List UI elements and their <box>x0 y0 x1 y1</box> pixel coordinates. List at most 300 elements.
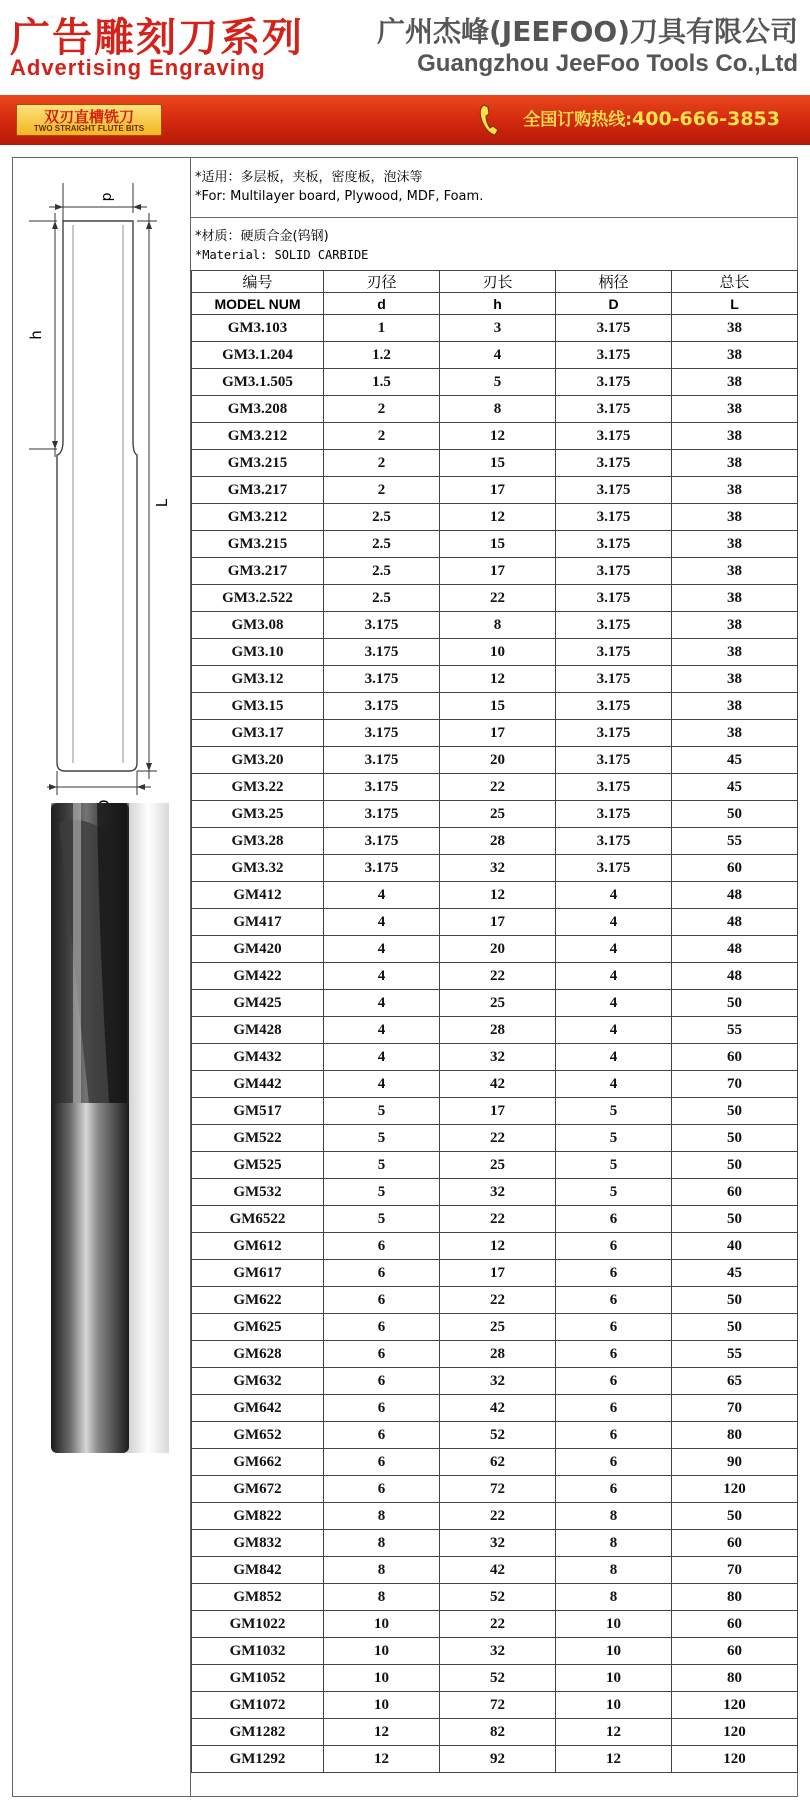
cell-model-num: GM3.28 <box>192 828 324 855</box>
table-row <box>192 1071 798 1098</box>
cell-model-num: GM432 <box>192 1044 324 1071</box>
cell-cutting-diameter: 2 <box>324 423 440 450</box>
cell-model-num: GM832 <box>192 1530 324 1557</box>
table-row <box>192 1314 798 1341</box>
cell-overall-length: 45 <box>672 774 798 801</box>
col-header-d-en: d <box>324 293 440 315</box>
cell-cutting-length: 72 <box>440 1476 556 1503</box>
cell-cutting-length: 92 <box>440 1746 556 1773</box>
cell-shank-diameter: 10 <box>556 1692 672 1719</box>
table-row <box>192 1233 798 1260</box>
cell-shank-diameter: 3.175 <box>556 396 672 423</box>
cell-cutting-length: 12 <box>440 666 556 693</box>
cell-model-num: GM622 <box>192 1287 324 1314</box>
cell-shank-diameter: 3.175 <box>556 531 672 558</box>
material-cn: *材质：硬质合金(钨钢) <box>195 229 329 244</box>
cell-shank-diameter: 6 <box>556 1287 672 1314</box>
col-header-model-en: MODEL NUM <box>192 293 324 315</box>
cell-model-num: GM642 <box>192 1395 324 1422</box>
cell-model-num: GM3.1.204 <box>192 342 324 369</box>
cell-shank-diameter: 12 <box>556 1719 672 1746</box>
cell-cutting-length: 12 <box>440 504 556 531</box>
cell-overall-length: 60 <box>672 1044 798 1071</box>
cell-overall-length: 38 <box>672 558 798 585</box>
table-row <box>192 1638 798 1665</box>
cell-cutting-diameter: 3.175 <box>324 801 440 828</box>
cell-cutting-diameter: 6 <box>324 1476 440 1503</box>
cell-shank-diameter: 3.175 <box>556 828 672 855</box>
cell-cutting-length: 8 <box>440 612 556 639</box>
cell-shank-diameter: 10 <box>556 1665 672 1692</box>
cell-model-num: GM822 <box>192 1503 324 1530</box>
cell-model-num: GM6522 <box>192 1206 324 1233</box>
cell-cutting-diameter: 1.5 <box>324 369 440 396</box>
cell-overall-length: 50 <box>672 1152 798 1179</box>
product-banner <box>0 95 810 145</box>
cell-overall-length: 50 <box>672 1206 798 1233</box>
cell-cutting-length: 22 <box>440 1611 556 1638</box>
col-header-model-cn: 编号 <box>192 271 324 293</box>
table-row <box>192 558 798 585</box>
illustration-column <box>13 158 191 1796</box>
cell-model-num: GM852 <box>192 1584 324 1611</box>
cell-cutting-length: 22 <box>440 585 556 612</box>
col-header-h-cn: 刃长 <box>440 271 556 293</box>
cell-cutting-length: 12 <box>440 882 556 909</box>
dim-label-L: L <box>153 498 171 508</box>
cell-cutting-length: 17 <box>440 1260 556 1287</box>
cell-cutting-length: 42 <box>440 1071 556 1098</box>
cell-model-num: GM3.208 <box>192 396 324 423</box>
company-name-cn: 广州杰峰(JEEFOO)刀具有限公司 <box>377 15 798 48</box>
table-row <box>192 693 798 720</box>
page-header <box>0 0 810 95</box>
cell-cutting-diameter: 2.5 <box>324 531 440 558</box>
cell-cutting-length: 22 <box>440 774 556 801</box>
cell-overall-length: 80 <box>672 1584 798 1611</box>
cell-cutting-length: 3 <box>440 315 556 342</box>
cell-overall-length: 50 <box>672 1503 798 1530</box>
cell-shank-diameter: 3.175 <box>556 774 672 801</box>
cell-model-num: GM412 <box>192 882 324 909</box>
cell-overall-length: 60 <box>672 1638 798 1665</box>
cell-cutting-length: 72 <box>440 1692 556 1719</box>
cell-shank-diameter: 5 <box>556 1179 672 1206</box>
cell-shank-diameter: 4 <box>556 936 672 963</box>
cell-shank-diameter: 6 <box>556 1476 672 1503</box>
cell-overall-length: 38 <box>672 531 798 558</box>
cell-cutting-diameter: 3.175 <box>324 828 440 855</box>
cell-overall-length: 70 <box>672 1395 798 1422</box>
cell-shank-diameter: 3.175 <box>556 558 672 585</box>
cell-model-num: GM420 <box>192 936 324 963</box>
cell-overall-length: 38 <box>672 504 798 531</box>
cell-cutting-diameter: 6 <box>324 1287 440 1314</box>
cell-shank-diameter: 6 <box>556 1233 672 1260</box>
cell-cutting-length: 17 <box>440 1098 556 1125</box>
table-row <box>192 1017 798 1044</box>
cell-cutting-length: 4 <box>440 342 556 369</box>
cell-cutting-diameter: 1 <box>324 315 440 342</box>
cell-shank-diameter: 4 <box>556 1071 672 1098</box>
cell-model-num: GM442 <box>192 1071 324 1098</box>
cell-model-num: GM617 <box>192 1260 324 1287</box>
col-header-shank-cn: 柄径 <box>556 271 672 293</box>
table-row <box>192 1584 798 1611</box>
cell-overall-length: 38 <box>672 369 798 396</box>
cell-shank-diameter: 3.175 <box>556 612 672 639</box>
cell-overall-length: 50 <box>672 990 798 1017</box>
cell-model-num: GM628 <box>192 1341 324 1368</box>
cell-shank-diameter: 10 <box>556 1611 672 1638</box>
cell-cutting-length: 12 <box>440 423 556 450</box>
company-name-en: Guangzhou JeeFoo Tools Co.,Ltd <box>417 50 798 77</box>
cell-shank-diameter: 12 <box>556 1746 672 1773</box>
col-header-h-en: h <box>440 293 556 315</box>
table-row <box>192 1260 798 1287</box>
cell-cutting-diameter: 5 <box>324 1098 440 1125</box>
cell-model-num: GM3.215 <box>192 450 324 477</box>
cell-cutting-diameter: 3.175 <box>324 720 440 747</box>
cell-cutting-diameter: 4 <box>324 1017 440 1044</box>
table-row <box>192 1098 798 1125</box>
cell-cutting-diameter: 10 <box>324 1611 440 1638</box>
cell-model-num: GM428 <box>192 1017 324 1044</box>
table-row <box>192 963 798 990</box>
cell-shank-diameter: 6 <box>556 1449 672 1476</box>
cell-overall-length: 120 <box>672 1746 798 1773</box>
cell-overall-length: 60 <box>672 1611 798 1638</box>
cell-overall-length: 45 <box>672 1260 798 1287</box>
cell-overall-length: 48 <box>672 909 798 936</box>
cell-shank-diameter: 6 <box>556 1422 672 1449</box>
cell-cutting-diameter: 6 <box>324 1341 440 1368</box>
cell-cutting-diameter: 2 <box>324 450 440 477</box>
table-row <box>192 1152 798 1179</box>
cell-cutting-length: 15 <box>440 693 556 720</box>
cell-model-num: GM842 <box>192 1557 324 1584</box>
cell-shank-diameter: 4 <box>556 882 672 909</box>
cell-overall-length: 38 <box>672 666 798 693</box>
cell-cutting-length: 22 <box>440 1287 556 1314</box>
table-row <box>192 504 798 531</box>
cell-model-num: GM422 <box>192 963 324 990</box>
cell-cutting-diameter: 6 <box>324 1368 440 1395</box>
cell-overall-length: 70 <box>672 1071 798 1098</box>
material-en: *Material: SOLID CARBIDE <box>195 248 369 262</box>
product-series-badge <box>16 104 162 136</box>
cell-cutting-diameter: 12 <box>324 1746 440 1773</box>
cell-model-num: GM1072 <box>192 1692 324 1719</box>
cell-shank-diameter: 4 <box>556 963 672 990</box>
cell-cutting-diameter: 8 <box>324 1557 440 1584</box>
table-row <box>192 828 798 855</box>
cell-model-num: GM1022 <box>192 1611 324 1638</box>
cell-overall-length: 40 <box>672 1233 798 1260</box>
cell-shank-diameter: 8 <box>556 1503 672 1530</box>
table-row <box>192 1395 798 1422</box>
cell-model-num: GM3.20 <box>192 747 324 774</box>
cell-shank-diameter: 3.175 <box>556 855 672 882</box>
cell-shank-diameter: 4 <box>556 1017 672 1044</box>
cell-cutting-length: 25 <box>440 990 556 1017</box>
spec-table <box>191 270 798 1773</box>
cell-cutting-length: 82 <box>440 1719 556 1746</box>
table-row <box>192 1503 798 1530</box>
cell-shank-diameter: 3.175 <box>556 315 672 342</box>
cell-shank-diameter: 8 <box>556 1557 672 1584</box>
cell-shank-diameter: 4 <box>556 990 672 1017</box>
cell-overall-length: 38 <box>672 315 798 342</box>
cell-model-num: GM3.212 <box>192 423 324 450</box>
cell-cutting-diameter: 2.5 <box>324 585 440 612</box>
cell-cutting-diameter: 3.175 <box>324 639 440 666</box>
cell-shank-diameter: 3.175 <box>556 801 672 828</box>
cell-model-num: GM3.212 <box>192 504 324 531</box>
cell-model-num: GM3.1.505 <box>192 369 324 396</box>
cell-shank-diameter: 3.175 <box>556 693 672 720</box>
cell-overall-length: 80 <box>672 1422 798 1449</box>
series-title-en: Advertising Engraving <box>10 55 266 80</box>
cell-cutting-diameter: 2 <box>324 477 440 504</box>
table-row <box>192 1422 798 1449</box>
order-hotline <box>523 105 780 130</box>
cell-cutting-diameter: 8 <box>324 1503 440 1530</box>
application-info <box>191 158 797 218</box>
table-row <box>192 531 798 558</box>
cell-shank-diameter: 3.175 <box>556 369 672 396</box>
cell-cutting-diameter: 6 <box>324 1395 440 1422</box>
table-row <box>192 1530 798 1557</box>
cell-overall-length: 38 <box>672 585 798 612</box>
table-row <box>192 315 798 342</box>
cell-model-num: GM662 <box>192 1449 324 1476</box>
cell-model-num: GM1282 <box>192 1719 324 1746</box>
cell-cutting-length: 22 <box>440 1503 556 1530</box>
cell-cutting-length: 8 <box>440 396 556 423</box>
cell-cutting-length: 17 <box>440 909 556 936</box>
cell-model-num: GM612 <box>192 1233 324 1260</box>
cell-overall-length: 38 <box>672 396 798 423</box>
cell-model-num: GM672 <box>192 1476 324 1503</box>
cell-cutting-diameter: 3.175 <box>324 747 440 774</box>
cell-cutting-length: 32 <box>440 1530 556 1557</box>
table-row <box>192 666 798 693</box>
cell-model-num: GM517 <box>192 1098 324 1125</box>
cell-shank-diameter: 6 <box>556 1260 672 1287</box>
cell-cutting-diameter: 4 <box>324 990 440 1017</box>
cell-shank-diameter: 3.175 <box>556 342 672 369</box>
cell-overall-length: 70 <box>672 1557 798 1584</box>
phone-icon <box>478 103 502 137</box>
col-header-length-cn: 总长 <box>672 271 798 293</box>
series-title-cn: 广告雕刻刀系列 <box>10 15 304 61</box>
cell-cutting-length: 52 <box>440 1422 556 1449</box>
cell-shank-diameter: 10 <box>556 1638 672 1665</box>
cell-overall-length: 38 <box>672 423 798 450</box>
cell-model-num: GM1032 <box>192 1638 324 1665</box>
cell-overall-length: 38 <box>672 477 798 504</box>
cell-cutting-length: 17 <box>440 720 556 747</box>
cell-cutting-diameter: 3.175 <box>324 855 440 882</box>
table-header-cn <box>192 271 798 293</box>
cell-cutting-length: 32 <box>440 855 556 882</box>
cell-overall-length: 50 <box>672 1287 798 1314</box>
cell-cutting-length: 42 <box>440 1395 556 1422</box>
table-row <box>192 747 798 774</box>
table-row <box>192 1476 798 1503</box>
cell-model-num: GM3.215 <box>192 531 324 558</box>
cell-overall-length: 120 <box>672 1692 798 1719</box>
table-row <box>192 909 798 936</box>
product-series-en: TWO STRAIGHT FLUTE BITS <box>33 124 145 133</box>
col-header-d-cn: 刃径 <box>324 271 440 293</box>
cell-shank-diameter: 6 <box>556 1395 672 1422</box>
cell-model-num: GM625 <box>192 1314 324 1341</box>
cell-cutting-diameter: 5 <box>324 1125 440 1152</box>
table-row <box>192 1368 798 1395</box>
cell-overall-length: 60 <box>672 855 798 882</box>
cell-cutting-length: 22 <box>440 1206 556 1233</box>
cell-shank-diameter: 5 <box>556 1125 672 1152</box>
cell-overall-length: 38 <box>672 720 798 747</box>
cell-cutting-length: 12 <box>440 1233 556 1260</box>
application-cn: *适用：多层板，夹板，密度板，泡沫等 <box>195 170 423 185</box>
cell-model-num: GM3.25 <box>192 801 324 828</box>
cell-overall-length: 48 <box>672 936 798 963</box>
cell-overall-length: 90 <box>672 1449 798 1476</box>
cell-shank-diameter: 3.175 <box>556 450 672 477</box>
cell-shank-diameter: 3.175 <box>556 666 672 693</box>
table-row <box>192 369 798 396</box>
table-row <box>192 1206 798 1233</box>
cell-model-num: GM632 <box>192 1368 324 1395</box>
table-row <box>192 1611 798 1638</box>
cell-model-num: GM3.103 <box>192 315 324 342</box>
cell-cutting-length: 32 <box>440 1044 556 1071</box>
cell-overall-length: 55 <box>672 828 798 855</box>
cell-overall-length: 38 <box>672 693 798 720</box>
cell-cutting-diameter: 3.175 <box>324 693 440 720</box>
cell-cutting-length: 62 <box>440 1449 556 1476</box>
table-row <box>192 1287 798 1314</box>
cell-overall-length: 50 <box>672 1314 798 1341</box>
cell-model-num: GM652 <box>192 1422 324 1449</box>
cell-cutting-diameter: 1.2 <box>324 342 440 369</box>
table-header-en <box>192 293 798 315</box>
table-row <box>192 720 798 747</box>
cell-overall-length: 120 <box>672 1719 798 1746</box>
cell-cutting-length: 25 <box>440 1152 556 1179</box>
table-row <box>192 396 798 423</box>
cell-shank-diameter: 5 <box>556 1152 672 1179</box>
col-header-length-en: L <box>672 293 798 315</box>
cell-shank-diameter: 3.175 <box>556 585 672 612</box>
cell-cutting-diameter: 4 <box>324 909 440 936</box>
cell-cutting-diameter: 2.5 <box>324 558 440 585</box>
cell-model-num: GM417 <box>192 909 324 936</box>
cell-cutting-length: 22 <box>440 963 556 990</box>
table-row <box>192 774 798 801</box>
cell-shank-diameter: 3.175 <box>556 423 672 450</box>
application-en: *For: Multilayer board, Plywood, MDF, Foam. <box>195 189 484 204</box>
cell-cutting-diameter: 5 <box>324 1152 440 1179</box>
cell-shank-diameter: 4 <box>556 1044 672 1071</box>
cell-model-num: GM522 <box>192 1125 324 1152</box>
cell-cutting-diameter: 8 <box>324 1530 440 1557</box>
cell-overall-length: 48 <box>672 882 798 909</box>
cell-overall-length: 55 <box>672 1341 798 1368</box>
cell-cutting-length: 28 <box>440 1017 556 1044</box>
cell-cutting-length: 22 <box>440 1125 556 1152</box>
cell-overall-length: 60 <box>672 1530 798 1557</box>
cell-model-num: GM525 <box>192 1152 324 1179</box>
cell-cutting-diameter: 3.175 <box>324 612 440 639</box>
cell-overall-length: 55 <box>672 1017 798 1044</box>
table-row <box>192 423 798 450</box>
cell-overall-length: 50 <box>672 1125 798 1152</box>
table-row <box>192 1665 798 1692</box>
cell-model-num: GM3.22 <box>192 774 324 801</box>
cell-model-num: GM3.08 <box>192 612 324 639</box>
cell-overall-length: 45 <box>672 747 798 774</box>
cell-cutting-diameter: 4 <box>324 882 440 909</box>
cell-cutting-length: 52 <box>440 1665 556 1692</box>
table-row <box>192 1179 798 1206</box>
cell-cutting-diameter: 4 <box>324 1044 440 1071</box>
cell-cutting-length: 17 <box>440 558 556 585</box>
table-row <box>192 1341 798 1368</box>
cell-cutting-diameter: 2.5 <box>324 504 440 531</box>
cell-model-num: GM532 <box>192 1179 324 1206</box>
cell-cutting-length: 32 <box>440 1638 556 1665</box>
dim-label-d: d <box>99 192 115 202</box>
product-series-cn: 双刃直槽铣刀 <box>43 108 134 126</box>
hotline-label: 全国订购热线: <box>523 110 633 130</box>
cell-cutting-diameter: 4 <box>324 963 440 990</box>
cell-cutting-diameter: 8 <box>324 1584 440 1611</box>
cell-shank-diameter: 8 <box>556 1584 672 1611</box>
cell-cutting-length: 20 <box>440 747 556 774</box>
cell-cutting-diameter: 6 <box>324 1422 440 1449</box>
cell-model-num: GM3.15 <box>192 693 324 720</box>
spec-column <box>191 158 797 1796</box>
table-row <box>192 1557 798 1584</box>
cell-cutting-diameter: 10 <box>324 1692 440 1719</box>
dim-label-h: h <box>27 330 45 340</box>
cell-cutting-diameter: 5 <box>324 1179 440 1206</box>
cell-overall-length: 60 <box>672 1179 798 1206</box>
table-row <box>192 1692 798 1719</box>
cell-shank-diameter: 5 <box>556 1098 672 1125</box>
cell-cutting-length: 28 <box>440 1341 556 1368</box>
cell-cutting-diameter: 10 <box>324 1638 440 1665</box>
cell-cutting-diameter: 10 <box>324 1665 440 1692</box>
cell-model-num: GM3.2.522 <box>192 585 324 612</box>
cell-model-num: GM3.217 <box>192 558 324 585</box>
cell-cutting-diameter: 4 <box>324 936 440 963</box>
table-row <box>192 1746 798 1773</box>
cell-cutting-diameter: 3.175 <box>324 666 440 693</box>
spec-table-body <box>192 315 798 1773</box>
table-row <box>192 1044 798 1071</box>
cell-cutting-length: 28 <box>440 828 556 855</box>
cell-model-num: GM3.12 <box>192 666 324 693</box>
table-row <box>192 1449 798 1476</box>
table-row <box>192 882 798 909</box>
cell-shank-diameter: 6 <box>556 1314 672 1341</box>
cell-shank-diameter: 3.175 <box>556 477 672 504</box>
